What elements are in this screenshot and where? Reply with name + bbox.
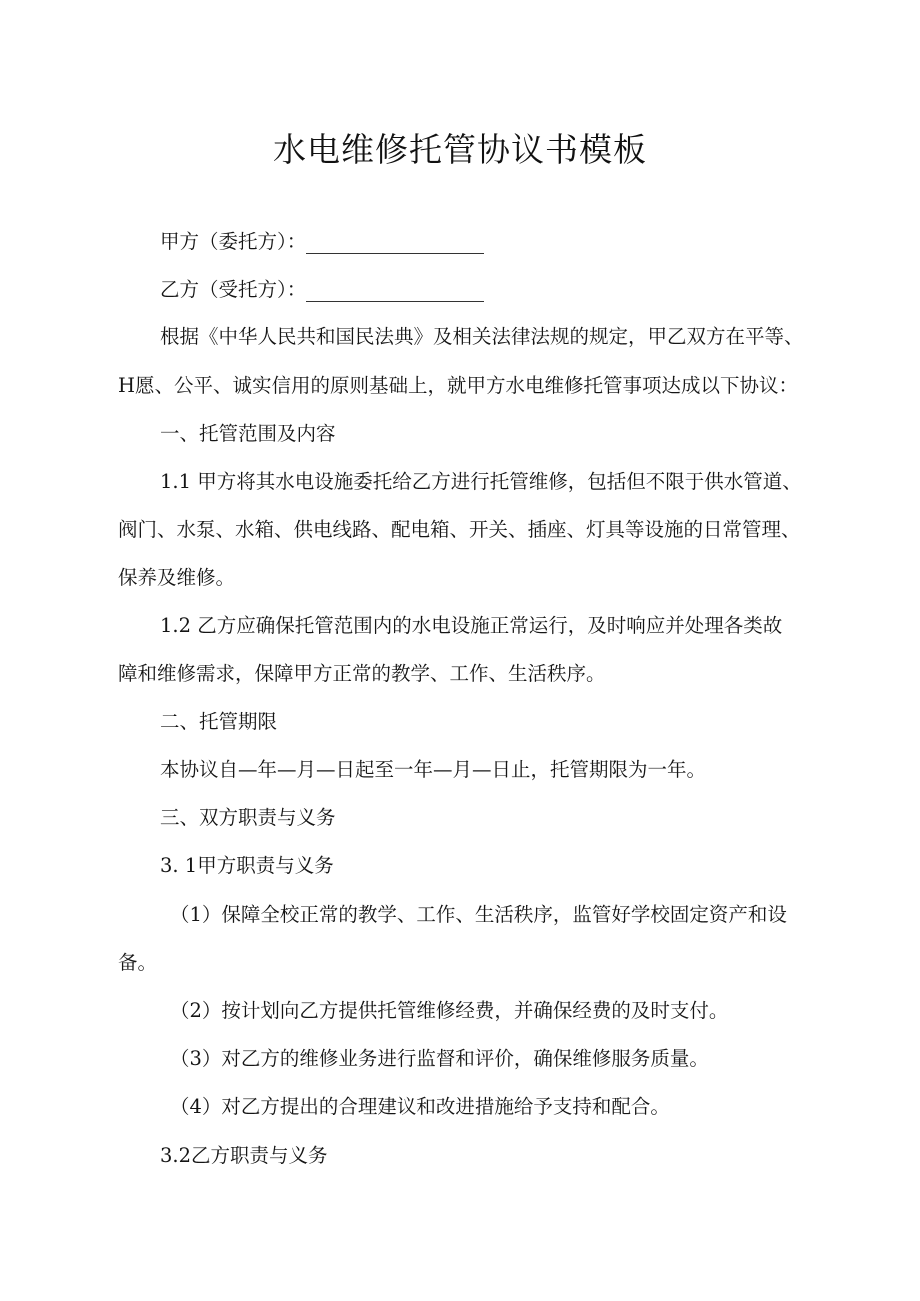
item-1-line-2: 备。 — [118, 951, 158, 974]
subsection-3-1-heading: 3. 1甲方职责与义务 — [160, 854, 334, 877]
party-a-line — [160, 228, 484, 256]
party-b-label: 乙方（受托方）： — [160, 278, 307, 301]
party-a-label: 甲方（委托方）： — [160, 230, 307, 253]
section-1-heading: 一、托管范围及内容 — [160, 422, 336, 445]
subsection-3-2-heading: 3.2乙方职责与义务 — [160, 1144, 328, 1167]
term-text: 本协议自—年—月—日起至一年—月—日止，托管期限为一年。 — [160, 758, 707, 781]
party-b-blank — [306, 281, 484, 302]
item-3: （3）对乙方的维修业务进行监督和评价，确保维修服务质量。 — [170, 1047, 709, 1070]
clause-1-2-line-2: 障和维修需求，保障甲方正常的教学、工作、生活秩序。 — [118, 662, 606, 685]
clause-1-1-line-2: 阀门、水泵、水箱、供电线路、配电箱、开关、插座、灯具等设施的日常管理、 — [118, 518, 801, 541]
item-4: （4）对乙方提出的合理建议和改进措施给予支持和配合。 — [170, 1095, 670, 1118]
intro-line-1: 根据《中华人民共和国民法典》及相关法律法规的规定，甲乙双方在平等、 — [160, 325, 804, 348]
section-3-heading: 三、双方职责与义务 — [160, 806, 336, 829]
clause-1-2-line-1: 1.2 乙方应确保托管范围内的水电设施正常运行，及时响应并处理各类故 — [160, 614, 783, 637]
clause-1-1-line-3: 保养及维修。 — [118, 566, 236, 589]
section-2-heading: 二、托管期限 — [160, 710, 278, 733]
item-2: （2）按计划向乙方提供托管维修经费，并确保经费的及时支付。 — [170, 999, 729, 1022]
clause-1-1-line-1: 1.1 甲方将其水电设施委托给乙方进行托管维修，包括但不限于供水管道、 — [160, 470, 802, 493]
item-1-line-1: （1）保障全校正常的教学、工作、生活秩序，监管好学校固定资产和设 — [170, 903, 787, 926]
party-a-blank — [306, 233, 484, 254]
document-title: 水电维修托管协议书模板 — [273, 130, 647, 169]
intro-line-2: H愿、公平、诚实信用的原则基础上，就甲方水电维修托管事项达成以下协议： — [118, 374, 799, 397]
party-b-line — [160, 276, 484, 304]
